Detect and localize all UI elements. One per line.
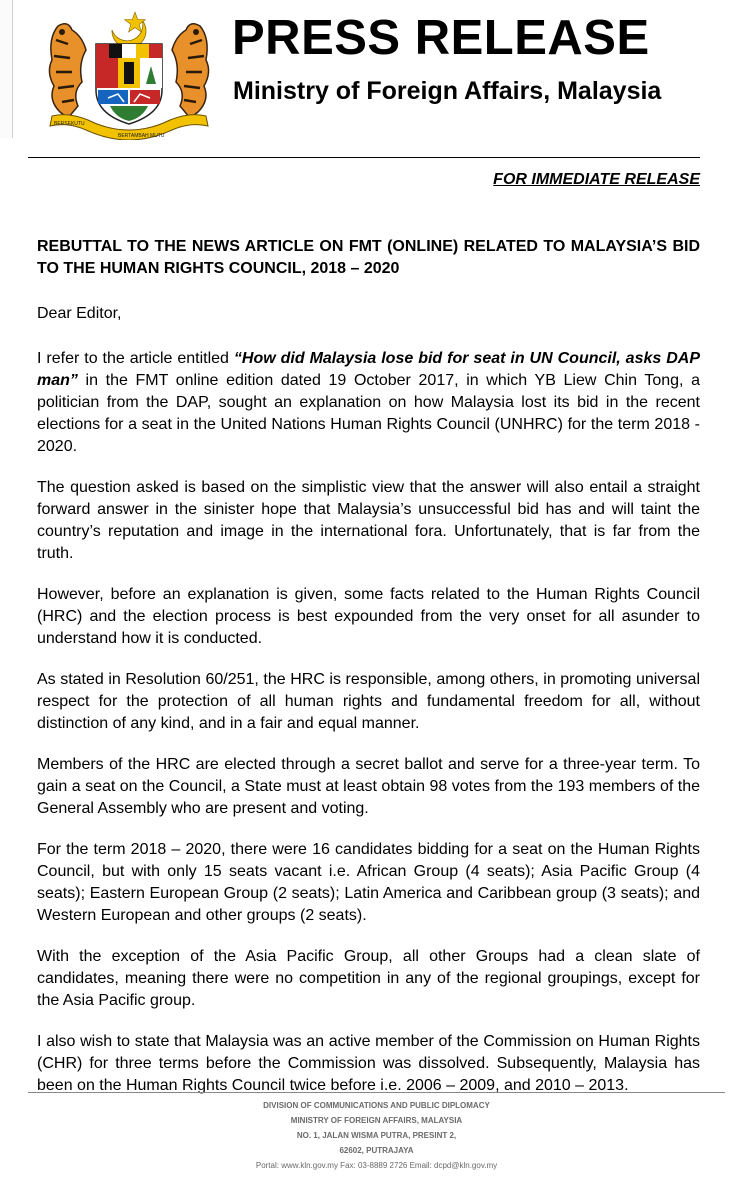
paragraph-2: The question asked is based on the simplistic view that the answer will also entail a straight forward answer in the sinister hope that Malaysia’s unsuccessful bid has and will taint the country’s reputation and image in the international fora. Unfortunately, that is far from the truth. (37, 479, 700, 562)
footer-divider (28, 1092, 725, 1093)
release-tag: FOR IMMEDIATE RELEASE (493, 171, 700, 188)
page-edge-bar (0, 0, 13, 138)
crest-motto-left: BERSEKUTU (54, 121, 85, 127)
paragraph-1-intro: I refer to the article entitled (37, 350, 234, 367)
footer-contact: Portal: www.kln.gov.my Fax: 03-8889 2726 Email: dcpd@kln.gov.my (255, 1161, 498, 1170)
paragraph-8: I also wish to state that Malaysia was an active member of the Commission on Human Rights (CHR) for three terms before the Commission was dissolved. Subsequently, Malaysia has been on the Human Rights Council twice before i.e. 2006 – 2009, and 2010 – 2013. (37, 1033, 700, 1094)
paragraph-1-rest: in the FMT online edition dated 19 October 2017, in which YB Liew Chin Tong, a politician from the DAP, sought an explanation on how Malaysia lost its bid in the recent elections for a seat in the United Nations Human Rights Council (UNHRC) for the term 2018 - 2020. (37, 372, 700, 455)
article-title-quote: “How did Malaysia lose bid for seat in UN Council, asks DAP man” (37, 350, 701, 389)
footer-ministry: MINISTRY OF FOREIGN AFFAIRS, MALAYSIA (290, 1116, 463, 1125)
footer-division: DIVISION OF COMMUNICATIONS AND PUBLIC DIPLOMACY (263, 1101, 490, 1110)
paragraph-4: As stated in Resolution 60/251, the HRC is responsible, among others, in promoting universal respect for the protection of all human rights and fundamental freedom for all, without distinction of any kind, and in a fair and equal manner. (37, 671, 700, 732)
paragraph-6: For the term 2018 – 2020, there were 16 candidates bidding for a seat on the Human Rights Council, but with only 15 seats vacant i.e. African Group (4 seats); Asia Pacific Group (4 seats); Eastern European Group (2 seats); Latin America and Caribbean group (3 seats); and Western European and other groups (2 seats). (37, 841, 700, 924)
paragraph-5: Members of the HRC are elected through a secret ballot and serve for a three-year term. To gain a seat on the Council, a State must at least obtain 98 votes from the 193 members of the General Assembly who are present and voting. (37, 756, 700, 817)
footer-postcode: 62602, PUTRAJAYA (339, 1146, 414, 1155)
header-divider (28, 157, 700, 158)
letter-body (37, 236, 700, 1116)
paragraph-7: With the exception of the Asia Pacific Group, all other Groups had a clean slate of candidates, meaning there were no competition in any of the regional groupings, except for the Asia Pacific group. (37, 948, 700, 1009)
footer (0, 1098, 753, 1173)
paragraph-1 (37, 348, 700, 458)
ministry-name: Ministry of Foreign Affairs, Malaysia (233, 77, 662, 105)
crest-motto-right: BERTAMBAH MUTU (118, 133, 165, 139)
coat-of-arms-logo (38, 8, 220, 140)
paragraph-3: However, before an explanation is given, some facts related to the Human Rights Council (HRC) and the election process is best expounded from the very onset for all asunder to understand how it is conducted. (37, 586, 700, 647)
page-title: PRESS RELEASE (232, 11, 650, 65)
footer-address-line: NO. 1, JALAN WISMA PUTRA, PRESINT 2, (296, 1131, 457, 1140)
letter-heading: REBUTTAL TO THE NEWS ARTICLE ON FMT (ONLINE) RELATED TO MALAYSIA’S BID TO THE HUMAN RIGHTS COUNCIL, 2018 – 2020 (37, 238, 700, 277)
salutation: Dear Editor, (37, 305, 122, 322)
